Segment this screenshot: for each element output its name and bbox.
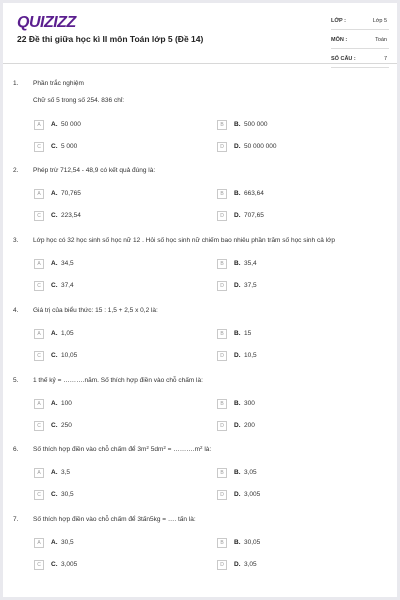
option-letter: C. bbox=[51, 422, 58, 429]
option-checkbox[interactable]: B bbox=[217, 120, 227, 130]
option-letter: D. bbox=[234, 282, 241, 289]
question-text: Số thích hợp điền vào chỗ chấm để $3m^2$ $5dm^2$ = $\dots\dots\dots.m^2$ là: bbox=[33, 445, 212, 453]
option-text: 223,54 bbox=[61, 212, 81, 219]
option-checkbox[interactable]: B bbox=[217, 259, 227, 269]
option-checkbox[interactable]: A bbox=[34, 120, 44, 130]
option-text: 100 bbox=[61, 400, 72, 407]
option-letter: A. bbox=[51, 260, 58, 267]
option-letter: A. bbox=[51, 469, 58, 476]
option-text: 5 000 bbox=[61, 143, 78, 150]
option-letter: B. bbox=[234, 330, 241, 337]
option-letter: B. bbox=[234, 400, 241, 407]
option-text: 200 bbox=[244, 422, 255, 429]
option-text: 3,05 bbox=[244, 561, 257, 568]
option-text: 30,5 bbox=[61, 539, 74, 546]
option-letter: D. bbox=[234, 491, 241, 498]
option-text: 3,05 bbox=[244, 469, 257, 476]
option-checkbox[interactable]: A bbox=[34, 189, 44, 199]
question-text: Số thích hợp điền vào chỗ chấm để 3tấn5kg = …. tấn là: bbox=[33, 516, 196, 523]
option-text: 1,05 bbox=[61, 330, 74, 337]
option-text: 300 bbox=[244, 400, 255, 407]
option-checkbox[interactable]: A bbox=[34, 259, 44, 269]
option-letter: C. bbox=[51, 282, 58, 289]
worksheet-header bbox=[3, 3, 397, 64]
option-checkbox[interactable]: D bbox=[217, 281, 227, 291]
option-checkbox[interactable]: B bbox=[217, 538, 227, 548]
question-text: Phần trắc nghiệm bbox=[33, 80, 84, 87]
option-text: 70,765 bbox=[61, 190, 81, 197]
option-text: 37,5 bbox=[244, 282, 257, 289]
option-text: 10,5 bbox=[244, 352, 257, 359]
option-letter: B. bbox=[234, 469, 241, 476]
option-letter: C. bbox=[51, 561, 58, 568]
option-text: 30,05 bbox=[244, 539, 261, 546]
option-letter: D. bbox=[234, 422, 241, 429]
option-checkbox[interactable]: C bbox=[34, 351, 44, 361]
option-checkbox[interactable]: D bbox=[217, 560, 227, 570]
option-letter: C. bbox=[51, 491, 58, 498]
option-checkbox[interactable]: D bbox=[217, 351, 227, 361]
option-checkbox[interactable]: A bbox=[34, 538, 44, 548]
option-text: 50 000 bbox=[61, 121, 81, 128]
meta-label: SỐ CÂU : bbox=[331, 56, 356, 62]
option-text: 707,65 bbox=[244, 212, 264, 219]
option-letter: A. bbox=[51, 330, 58, 337]
option-checkbox[interactable]: C bbox=[34, 490, 44, 500]
option-letter: A. bbox=[51, 539, 58, 546]
option-checkbox[interactable]: D bbox=[217, 421, 227, 431]
question-number: 1. bbox=[13, 80, 19, 87]
option-text: 37,4 bbox=[61, 282, 74, 289]
option-text: 10,05 bbox=[61, 352, 78, 359]
option-checkbox[interactable]: A bbox=[34, 468, 44, 478]
option-letter: A. bbox=[51, 190, 58, 197]
meta-panel bbox=[331, 15, 389, 72]
option-checkbox[interactable]: B bbox=[217, 189, 227, 199]
option-text: 3,5 bbox=[61, 469, 71, 476]
option-letter: C. bbox=[51, 212, 58, 219]
option-checkbox[interactable]: D bbox=[217, 211, 227, 221]
option-text: 250 bbox=[61, 422, 72, 429]
meta-row-class bbox=[331, 15, 389, 30]
option-checkbox[interactable]: B bbox=[217, 399, 227, 409]
option-text: 50 000 000 bbox=[244, 143, 277, 150]
option-letter: B. bbox=[234, 121, 241, 128]
question-number: 7. bbox=[13, 516, 19, 523]
option-letter: D. bbox=[234, 561, 241, 568]
question-number: 5. bbox=[13, 377, 19, 384]
question-text: Giá trị của biểu thức: 15 : 1,5 + 2,5 x 0,2 là: bbox=[33, 307, 158, 314]
meta-label: LỚP : bbox=[331, 18, 346, 24]
option-letter: D. bbox=[234, 143, 241, 150]
option-checkbox[interactable]: C bbox=[34, 421, 44, 431]
option-checkbox[interactable]: A bbox=[34, 399, 44, 409]
question-subtext: Chữ số 5 trong số 254. 836 chỉ: bbox=[33, 97, 125, 104]
meta-value: Lớp 5 bbox=[372, 18, 387, 24]
option-letter: B. bbox=[234, 260, 241, 267]
option-checkbox[interactable]: B bbox=[217, 468, 227, 478]
meta-row-subject bbox=[331, 34, 389, 49]
question-number: 3. bbox=[13, 237, 19, 244]
option-checkbox[interactable]: C bbox=[34, 211, 44, 221]
question-number: 4. bbox=[13, 307, 19, 314]
option-checkbox[interactable]: C bbox=[34, 560, 44, 570]
question-text: 1 thế kỷ = ……….năm. Số thích hợp điền vào chỗ chấm là: bbox=[33, 377, 203, 384]
option-text: 500 000 bbox=[244, 121, 268, 128]
option-checkbox[interactable]: C bbox=[34, 142, 44, 152]
meta-value: Toán bbox=[375, 37, 387, 43]
worksheet-page bbox=[3, 3, 397, 597]
option-letter: C. bbox=[51, 352, 58, 359]
question-text: Phép trừ 712,54 - 48,9 có kết quả đúng là: bbox=[33, 167, 156, 174]
option-checkbox[interactable]: D bbox=[217, 490, 227, 500]
question-number: 6. bbox=[13, 446, 19, 453]
question-text: Lớp học có 32 học sinh số học nữ 12 . Hỏi số học sinh nữ chiếm bao nhiêu phần trăm số học sinh cả lớp bbox=[33, 237, 335, 244]
option-text: 663,64 bbox=[244, 190, 264, 197]
option-checkbox[interactable]: C bbox=[34, 281, 44, 291]
meta-label: MÔN : bbox=[331, 37, 348, 43]
option-text: 15 bbox=[244, 330, 252, 337]
option-checkbox[interactable]: A bbox=[34, 329, 44, 339]
option-letter: C. bbox=[51, 143, 58, 150]
option-letter: D. bbox=[234, 212, 241, 219]
option-letter: A. bbox=[51, 400, 58, 407]
option-text: 35,4 bbox=[244, 260, 257, 267]
option-text: 3,005 bbox=[61, 561, 78, 568]
option-letter: D. bbox=[234, 352, 241, 359]
option-text: 3,005 bbox=[244, 491, 261, 498]
meta-value: 7 bbox=[383, 56, 387, 62]
option-letter: B. bbox=[234, 190, 241, 197]
meta-row-count bbox=[331, 53, 389, 68]
option-letter: A. bbox=[51, 121, 58, 128]
worksheet-title: 22 Đề thi giữa học kì II môn Toán lớp 5 (Đề 14) bbox=[17, 34, 204, 44]
quizizz-logo: QUIZIZZ bbox=[17, 14, 76, 31]
option-text: 30,5 bbox=[61, 491, 74, 498]
option-letter: B. bbox=[234, 539, 241, 546]
option-checkbox[interactable]: D bbox=[217, 142, 227, 152]
question-number: 2. bbox=[13, 167, 19, 174]
option-text: 34,5 bbox=[61, 260, 74, 267]
option-checkbox[interactable]: B bbox=[217, 329, 227, 339]
